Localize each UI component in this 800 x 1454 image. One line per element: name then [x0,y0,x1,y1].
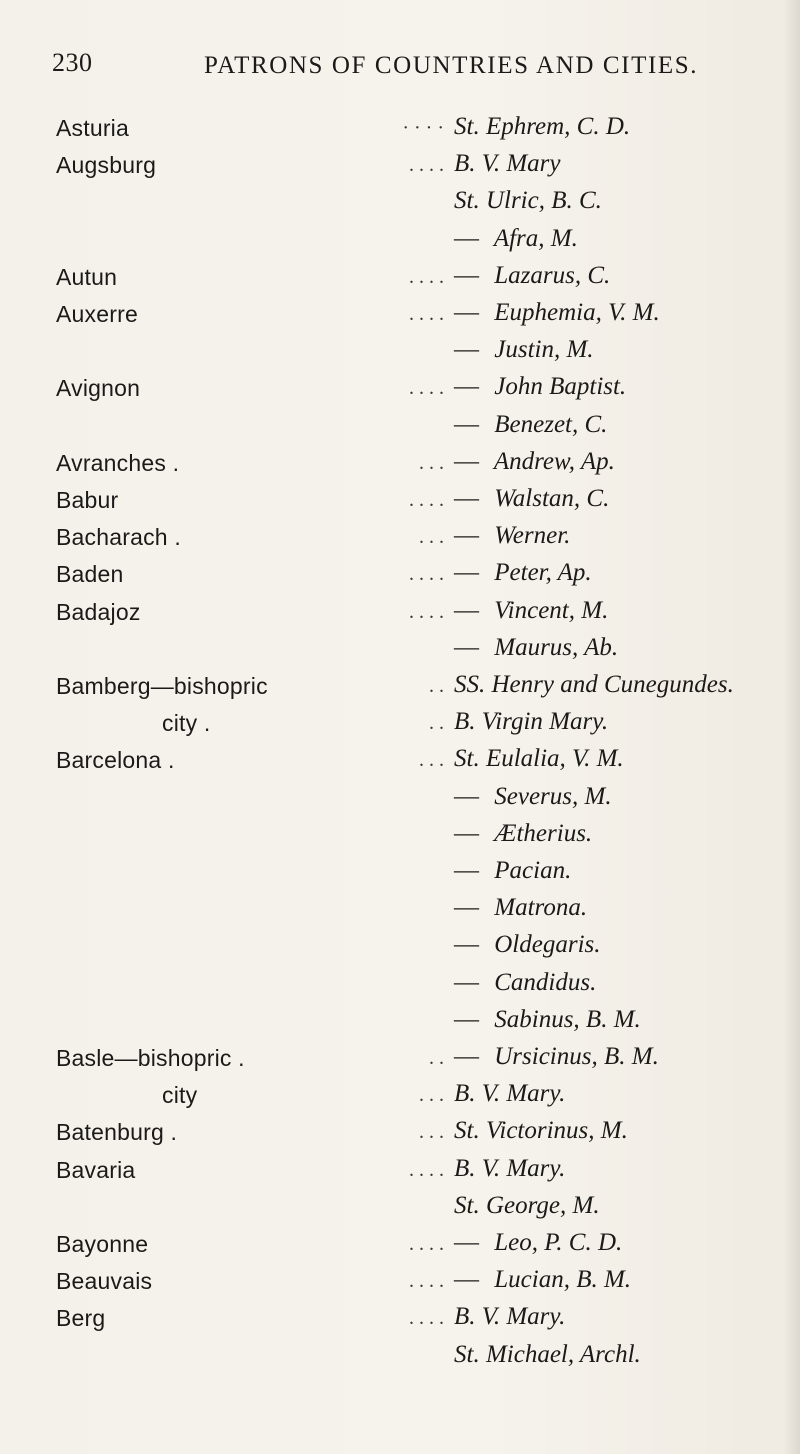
patron-name: V. Mary [481,150,561,177]
patron-saint [454,1155,565,1183]
patron-name: Ætherius. [494,820,593,847]
patron-prefix: — [454,969,479,996]
leader-dots: . . . . [409,563,444,585]
place-avignon: Avignon [56,375,141,401]
leader-dots: . . . . [409,1159,444,1181]
leader-dots: . . [429,675,444,697]
patron-saint [454,671,734,699]
patron-saint [454,559,592,587]
patron-prefix: — [454,597,479,624]
patron-prefix: SS. [454,671,486,698]
patron-saint [454,336,594,364]
patron-prefix: — [454,336,479,363]
place-basle-city: city [162,1082,198,1108]
patron-name: Henry and Cunegundes. [491,671,734,698]
patron-name: V. Mary. [481,1303,566,1330]
patron-saint [454,1303,565,1331]
patron-name: Candidus. [494,969,597,996]
patron-prefix: — [454,820,479,847]
patron-prefix: B. [454,708,476,735]
leader-dots: . . [429,712,444,734]
patron-prefix: — [454,931,479,958]
patron-prefix: St. [454,1341,480,1368]
running-title: PATRONS OF COUNTRIES AND CITIES. [204,52,699,79]
patron-name: Oldegaris. [494,931,601,958]
patron-name: Severus, M. [494,783,612,810]
patron-saint [454,1229,622,1257]
patron-prefix: — [454,559,479,586]
patron-saint [454,411,607,439]
place-bacharach: Bacharach . [56,524,181,550]
patron-prefix: — [454,411,479,438]
patron-prefix: — [454,522,479,549]
leader-dots: . . . . [409,1270,444,1292]
leader-dots: · · · · [402,117,444,139]
patron-name: Sabinus, B. M. [494,1006,641,1033]
patron-name: George, M. [485,1192,600,1219]
patron-prefix: — [454,225,479,252]
patron-saint [454,931,601,959]
leader-dots: . . . . [409,154,444,176]
place-autun: Autun [56,264,118,290]
patron-prefix: — [454,299,479,326]
patron-saint [454,448,615,476]
place-auxerre: Auxerre [56,301,138,327]
patron-saint [454,820,592,848]
place-augsburg: Augsburg [56,152,157,178]
patron-name: Afra, M. [493,225,578,252]
patron-name: Ephrem, C. D. [485,113,631,140]
patron-saint [454,1080,565,1108]
patron-prefix: St. [454,1117,480,1144]
place-bamberg-city: city . [162,710,211,736]
place-bayonne: Bayonne [56,1231,149,1257]
patron-saint [454,522,570,550]
place-avranches: Avranches . [56,450,180,476]
leader-dots: . . . [419,452,444,474]
patron-saint [454,187,602,215]
place-asturia: Asturia [56,115,129,141]
patron-saint [454,225,578,253]
patron-saint [454,783,612,811]
patron-prefix: — [454,894,479,921]
patron-name: Andrew, Ap. [493,448,615,475]
patron-saint [454,1266,631,1294]
patron-prefix: — [454,1229,479,1256]
patron-saint [454,597,608,625]
patron-prefix: B. [454,1080,476,1107]
patron-name: Pacian. [494,857,572,884]
patron-saint [454,299,660,327]
patron-saint [454,1341,641,1369]
patron-saint [454,708,608,736]
patron-prefix: — [454,857,479,884]
patron-prefix: — [454,262,479,289]
patron-name: Maurus, Ab. [494,634,619,661]
place-babur: Babur [56,487,119,513]
place-baden: Baden [56,561,124,587]
patron-prefix: — [454,373,479,400]
patron-name: Benezet, C. [494,411,608,438]
leader-dots: . . . [419,1084,444,1106]
patron-name: Eulalia, V. M. [485,745,624,772]
patron-name: John Baptist. [494,373,627,400]
patron-name: Vincent, M. [494,597,609,624]
patron-name: Justin, M. [494,336,594,363]
patron-name: Werner. [494,522,571,549]
patron-prefix: — [454,1266,479,1293]
patron-saint [454,894,587,922]
patron-name: V. Mary. [481,1080,566,1107]
patron-prefix: St. [454,1192,480,1219]
place-batenburg: Batenburg . [56,1119,178,1145]
patron-prefix: — [454,783,479,810]
patron-name: V. Mary. [481,1155,566,1182]
patron-prefix: B. [454,150,476,177]
patron-prefix: — [454,1006,479,1033]
patron-saint [454,1117,628,1145]
leader-dots: . . . . [409,1233,444,1255]
patron-name: Victorinus, M. [485,1117,628,1144]
patron-name: Matrona. [494,894,588,921]
leader-dots: . . [429,1047,444,1069]
leader-dots: . . . . [409,489,444,511]
patron-name: Ursicinus, B. M. [494,1043,659,1070]
patron-prefix: St. [454,745,480,772]
place-bamberg: Bamberg—bishopric [56,673,268,699]
patron-saint [454,262,610,290]
patron-name: Lazarus, C. [494,262,611,289]
patron-saint [454,485,609,513]
patron-prefix: — [454,485,479,512]
patron-saint [454,113,630,141]
patron-prefix: — [454,634,479,661]
patron-prefix: B. [454,1155,476,1182]
patron-saint [454,1043,659,1071]
patron-saint [454,1006,641,1034]
patron-saint [454,1192,600,1220]
patron-prefix: B. [454,1303,476,1330]
place-basle: Basle—bishopric . [56,1045,245,1071]
patron-saint [454,150,560,178]
leader-dots: . . . . [409,377,444,399]
leader-dots: . . . . [409,303,444,325]
patron-saint [454,634,618,662]
patron-prefix: — [454,448,479,475]
leader-dots: . . . . [409,601,444,623]
patron-prefix: — [454,1043,479,1070]
leader-dots: . . . . [409,1307,444,1329]
patron-name: Virgin Mary. [481,708,609,735]
leader-dots: . . . [419,749,444,771]
patron-name: Peter, Ap. [494,559,592,586]
place-berg: Berg [56,1305,106,1331]
patron-name: Leo, P. C. D. [494,1229,623,1256]
place-beauvais: Beauvais [56,1268,153,1294]
patron-name: Walstan, C. [494,485,610,512]
patron-name: Michael, Archl. [485,1341,641,1368]
place-badajoz: Badajoz [56,599,141,625]
patron-name: Ulric, B. C. [485,187,602,214]
patron-prefix: St. [454,187,480,214]
patron-saint [454,745,624,773]
leader-dots: . . . . [409,266,444,288]
patron-prefix: St. [454,113,480,140]
place-bavaria: Bavaria [56,1157,136,1183]
patron-saint [454,373,626,401]
leader-dots: . . . [419,526,444,548]
page-number: 230 [52,48,93,77]
patron-saint [454,969,596,997]
patron-saint [454,857,571,885]
leader-dots: . . . [419,1121,444,1143]
patron-name: Euphemia, V. M. [494,299,660,326]
patron-name: Lucian, B. M. [494,1266,632,1293]
place-barcelona: Barcelona . [56,747,175,773]
page-edge [784,0,800,1454]
